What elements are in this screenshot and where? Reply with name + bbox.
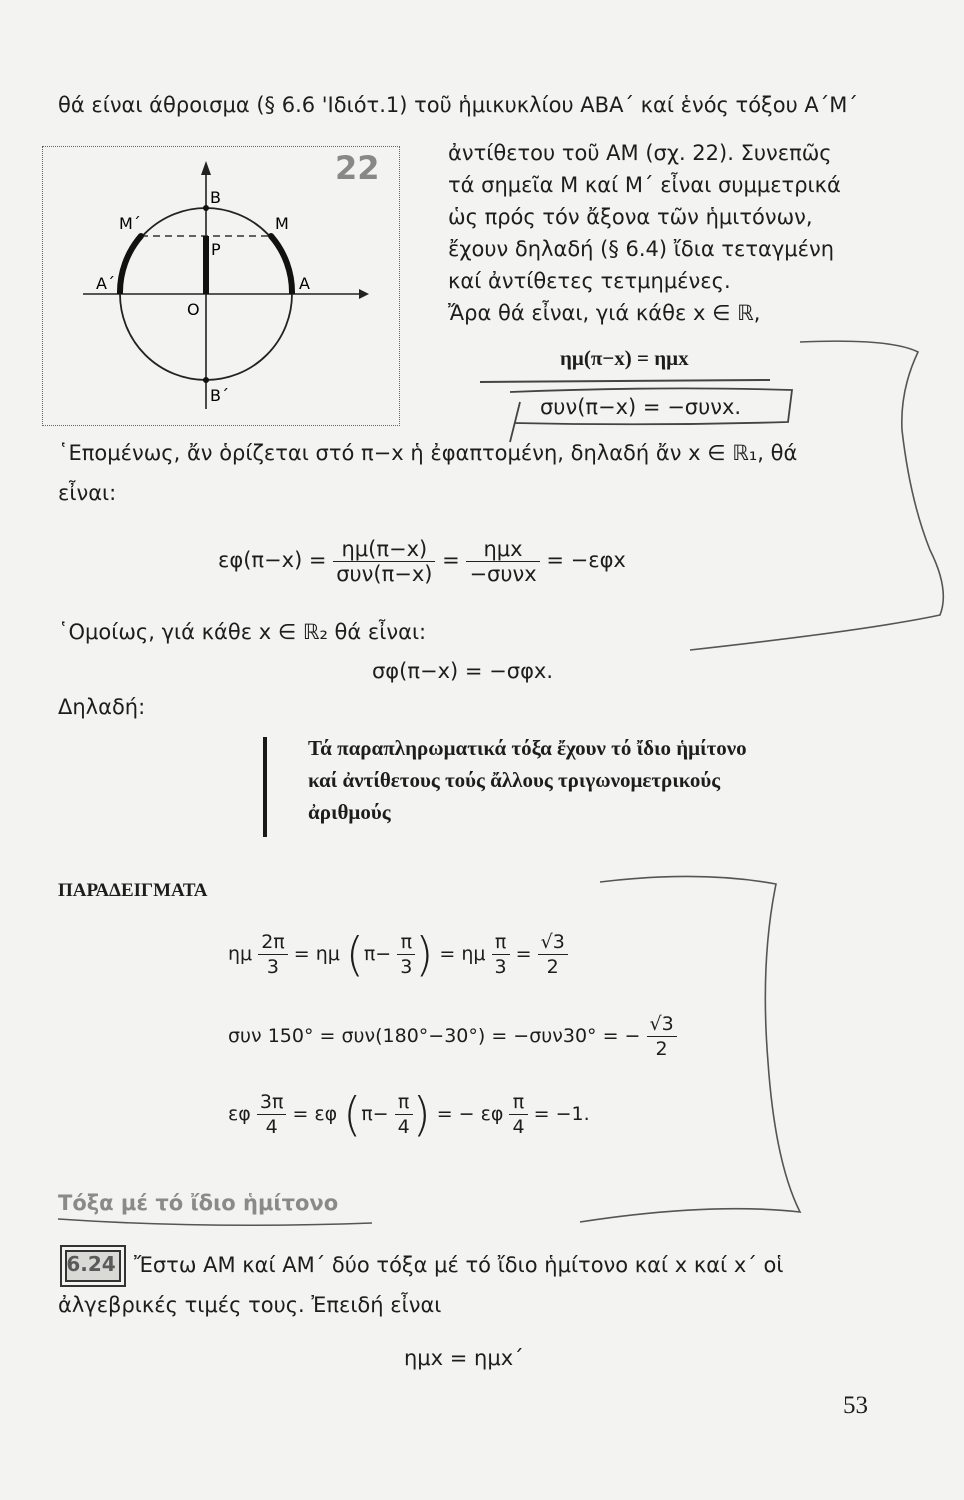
section-title-underline bbox=[56, 1215, 376, 1229]
point-m bbox=[268, 233, 274, 239]
tan-fraction-1 bbox=[333, 537, 435, 586]
right-text-1: ἀντίθετου τοῦ ΑΜ (σχ. 22). Συνεπῶς bbox=[448, 141, 832, 165]
ex1-frac-3: $\frac{\pi}{3}$ bbox=[492, 930, 510, 979]
ex2-frac: $\frac{√3}{2}$ bbox=[647, 1012, 677, 1061]
label-b: B bbox=[210, 188, 221, 207]
label-a-prime: A΄ bbox=[96, 274, 115, 293]
paragraph-tangent-2: εἶναι: bbox=[58, 481, 117, 505]
example-2 bbox=[228, 1012, 677, 1061]
ex3-frac-2: $\frac{\pi}{4}$ bbox=[395, 1090, 413, 1139]
ex1-fn: ημ bbox=[228, 943, 253, 965]
x-axis-arrowhead bbox=[359, 289, 369, 299]
label-o: O bbox=[187, 300, 200, 319]
tan-eq: = bbox=[442, 548, 460, 572]
right-text-3: ὡς πρός τόν ἄξονα τῶν ἡμιτόνων, bbox=[448, 205, 813, 229]
ex1-frac-4: $\frac{√3}{2}$ bbox=[538, 930, 568, 979]
point-b bbox=[203, 205, 209, 211]
right-text-2: τά σημεῖα Μ καί Μ΄ εἶναι συμμετρικά bbox=[448, 173, 841, 197]
text-line-intro: θά είναι άθροισμα (§ 6.6 'Ιδιότ.1) τοῦ ἡμικυκλίου ΑΒΑ΄ καί ἑνός τόξου Α΄Μ΄ bbox=[58, 93, 858, 117]
paragraph-tangent: ῾Επομένως, ἄν ὁρίζεται στό π−x ἡ ἐφαπτομένη, δηλαδή ἄν x ∈ ℝ₁, θά bbox=[58, 441, 798, 465]
label-a: A bbox=[299, 274, 310, 293]
identity-cos: συν(π−x) = −συνx. bbox=[540, 395, 742, 419]
example-1: ημ $\frac{2\pi}{3}$ = ημ (π− $\frac{\pi}{3}$ ) = ημ $\frac{\pi}{3}$ = $\frac{√3}{2}$ bbox=[228, 930, 568, 979]
tan-num-2: ημx bbox=[466, 537, 539, 562]
label-p: P bbox=[211, 240, 221, 259]
figure-22 bbox=[42, 146, 400, 426]
section-text-2: ἀλγεβρικές τιμές τους. Ἐπειδή εἶναι bbox=[58, 1293, 442, 1317]
right-text-6: Ἄρα θά εἶναι, γιά κάθε x ∈ ℝ, bbox=[448, 301, 761, 325]
ex3-frac-1: $\frac{3\pi}{4}$ bbox=[257, 1090, 287, 1139]
y-axis-arrowhead bbox=[201, 161, 211, 175]
tan-num-1: ημ(π−x) bbox=[333, 537, 435, 562]
ex3-frac-3: $\frac{\pi}{4}$ bbox=[509, 1090, 527, 1139]
tan-lhs: εφ(π−x) = bbox=[218, 548, 327, 572]
tangent-formula bbox=[218, 536, 626, 586]
rule-line-1: Τά παραπληρωματικά τόξα ἔχουν τό ἴδιο ἡμίτονο bbox=[308, 736, 747, 760]
ex1-eq: = ημ bbox=[293, 943, 340, 965]
ex2-text: συν 150° = συν(180°−30°) = −συν30° = − bbox=[228, 1025, 641, 1047]
rule-bar bbox=[263, 737, 267, 837]
arc-am bbox=[271, 236, 292, 294]
arc-aprime-mprime bbox=[120, 236, 141, 294]
pencil-annotation bbox=[470, 330, 964, 660]
ex3-fn: εφ bbox=[228, 1103, 251, 1125]
delada-label: Δηλαδή: bbox=[58, 695, 146, 719]
label-m-prime: M΄ bbox=[119, 214, 141, 233]
ex1-frac-1: $\frac{2\pi}{3}$ bbox=[258, 930, 288, 979]
example-3: εφ $\frac{3\pi}{4}$ = εφ (π− $\frac{\pi}{4}$ ) = − εφ $\frac{\pi}{4}$ = −1. bbox=[228, 1087, 590, 1142]
right-text-5: καί ἀντίθετες τετμημένες. bbox=[448, 269, 731, 293]
right-text-4: ἔχουν δηλαδή (§ 6.4) ἴδια τεταγμένη bbox=[448, 237, 835, 261]
point-b-prime bbox=[203, 377, 209, 383]
section-number: 6.24 bbox=[66, 1252, 116, 1276]
ex1-eq2: = ημ bbox=[439, 943, 486, 965]
cotangent-formula: σφ(π−x) = −σφx. bbox=[372, 659, 554, 683]
tan-rhs: = −εφx bbox=[546, 548, 626, 572]
page-number: 53 bbox=[843, 1392, 868, 1419]
label-b-prime: B΄ bbox=[210, 386, 229, 405]
examples-title: ΠΑΡΑΔΕΙΓΜΑΤΑ bbox=[58, 880, 208, 901]
point-m-prime bbox=[138, 233, 144, 239]
section-text-1: Ἔστω ΑΜ καί ΑΜ΄ δύο τόξα μέ τό ἴδιο ἡμίτονο καί x καί x΄ οἱ bbox=[134, 1253, 784, 1277]
tan-fraction-2 bbox=[466, 537, 539, 586]
rule-line-2: καί ἀντίθετους τούς ἄλλους τριγωνομετρικούς bbox=[308, 768, 721, 792]
rule-line-3: ἀριθμούς bbox=[308, 800, 391, 824]
label-m: M bbox=[275, 214, 289, 233]
tan-den-1: συν(π−x) bbox=[336, 561, 433, 586]
figure-number: 22 bbox=[335, 149, 380, 187]
unit-circle-diagram bbox=[43, 147, 399, 425]
section-title: Τόξα μέ τό ἴδιο ἡμίτονο bbox=[58, 1191, 339, 1215]
tan-den-2: −συνx bbox=[469, 561, 537, 586]
paragraph-cotangent: ῾Ομοίως, γιά κάθε x ∈ ℝ₂ θά εἶναι: bbox=[58, 620, 427, 644]
ex1-frac-2: $\frac{\pi}{3}$ bbox=[397, 930, 415, 979]
identity-sin: ημ(π−x) = ημx bbox=[560, 346, 689, 370]
last-formula: ημx = ημx΄ bbox=[404, 1346, 524, 1370]
